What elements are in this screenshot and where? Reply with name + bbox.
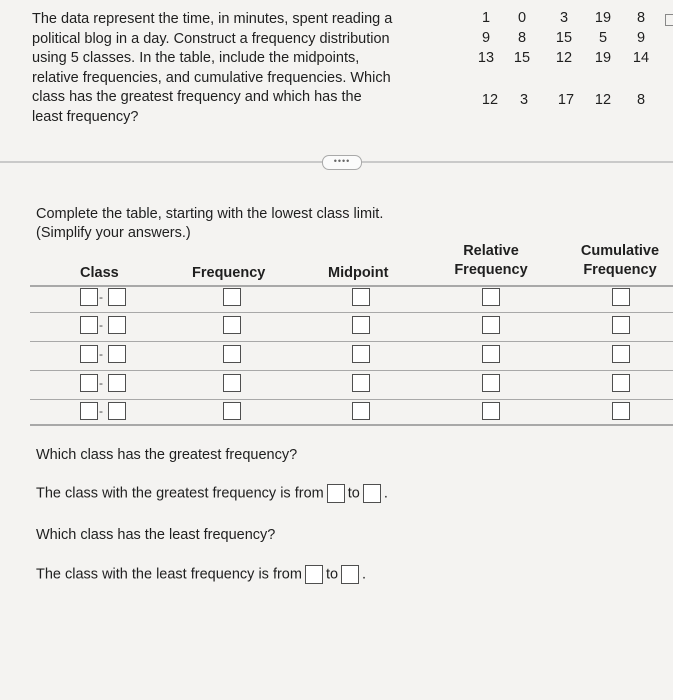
problem-line: The data represent the time, in minutes, spent reading a bbox=[32, 11, 393, 27]
data-value: 8 bbox=[636, 10, 646, 26]
frequency-input[interactable] bbox=[223, 374, 241, 392]
header-text: Frequency bbox=[454, 262, 528, 278]
problem-line: political blog in a day. Construct a frequency distribution bbox=[32, 30, 390, 47]
class-dash: - bbox=[99, 290, 103, 304]
data-row bbox=[472, 50, 672, 70]
data-value: 0 bbox=[517, 10, 527, 26]
class-upper-limit-input[interactable] bbox=[108, 288, 126, 306]
table-rule bbox=[30, 424, 673, 426]
frequency-input[interactable] bbox=[223, 345, 241, 363]
class-dash: - bbox=[99, 376, 103, 390]
midpoint-input[interactable] bbox=[352, 402, 370, 420]
answer-text: to bbox=[325, 566, 339, 583]
expand-more-button[interactable]: •••• bbox=[322, 155, 362, 170]
greatest-class-to-input[interactable] bbox=[363, 484, 381, 503]
header-class: Class bbox=[80, 265, 119, 281]
data-value: 13 bbox=[477, 50, 495, 66]
data-value: 15 bbox=[513, 50, 531, 66]
cumulative-frequency-input[interactable] bbox=[612, 288, 630, 306]
data-value: 5 bbox=[598, 30, 608, 46]
relative-frequency-input[interactable] bbox=[482, 402, 500, 420]
problem-statement bbox=[32, 10, 452, 127]
answer-text: The class with the greatest frequency is from bbox=[36, 485, 324, 502]
least-class-from-input[interactable] bbox=[305, 565, 323, 584]
data-row bbox=[472, 10, 672, 30]
data-value: 9 bbox=[636, 30, 646, 46]
problem-line: least frequency? bbox=[32, 108, 139, 125]
cumulative-frequency-input[interactable] bbox=[612, 402, 630, 420]
header-text: Frequency bbox=[583, 262, 657, 278]
data-value: 19 bbox=[594, 10, 612, 26]
class-upper-limit-input[interactable] bbox=[108, 316, 126, 334]
class-upper-limit-input[interactable] bbox=[108, 345, 126, 363]
class-upper-limit-input[interactable] bbox=[108, 374, 126, 392]
table-rule bbox=[30, 370, 673, 371]
class-lower-limit-input[interactable] bbox=[80, 402, 98, 420]
instructions bbox=[36, 205, 383, 243]
header-frequency: Frequency bbox=[192, 265, 266, 281]
data-value: 8 bbox=[517, 30, 527, 46]
data-value: 15 bbox=[555, 30, 573, 46]
frequency-input[interactable] bbox=[223, 316, 241, 334]
frequency-input[interactable] bbox=[223, 402, 241, 420]
data-value: 12 bbox=[594, 92, 612, 108]
instructions-line: (Simplify your answers.) bbox=[36, 225, 191, 241]
class-upper-limit-input[interactable] bbox=[108, 402, 126, 420]
answer-text: to bbox=[347, 485, 360, 502]
cumulative-frequency-input[interactable] bbox=[612, 374, 630, 392]
relative-frequency-input[interactable] bbox=[482, 374, 500, 392]
table-rule bbox=[30, 312, 673, 313]
data-value: 14 bbox=[632, 50, 650, 66]
class-dash: - bbox=[99, 318, 103, 332]
greatest-class-from-input[interactable] bbox=[327, 484, 345, 503]
copy-data-icon[interactable] bbox=[665, 14, 673, 26]
table-rule bbox=[30, 285, 673, 287]
least-class-to-input[interactable] bbox=[341, 565, 359, 584]
midpoint-input[interactable] bbox=[352, 288, 370, 306]
header-cumulative-frequency bbox=[572, 242, 668, 280]
class-lower-limit-input[interactable] bbox=[80, 316, 98, 334]
table-rule bbox=[30, 341, 673, 342]
problem-line: relative frequencies, and cumulative frequencies. Which bbox=[32, 69, 391, 86]
data-value: 12 bbox=[555, 50, 573, 66]
frequency-input[interactable] bbox=[223, 288, 241, 306]
midpoint-input[interactable] bbox=[352, 374, 370, 392]
question-greatest: Which class has the greatest frequency? bbox=[36, 447, 298, 463]
answer-least bbox=[36, 565, 366, 584]
problem-line: class has the greatest frequency and which has the bbox=[32, 89, 362, 105]
answer-text: . bbox=[383, 485, 388, 502]
answer-text: The class with the least frequency is from bbox=[36, 566, 302, 583]
midpoint-input[interactable] bbox=[352, 345, 370, 363]
data-value: 12 bbox=[481, 92, 499, 108]
class-dash: - bbox=[99, 404, 103, 418]
cumulative-frequency-input[interactable] bbox=[612, 316, 630, 334]
data-value: 17 bbox=[557, 92, 575, 108]
data-row bbox=[472, 92, 672, 112]
answer-greatest bbox=[36, 484, 388, 503]
relative-frequency-input[interactable] bbox=[482, 288, 500, 306]
instructions-line: Complete the table, starting with the lowest class limit. bbox=[36, 206, 384, 222]
relative-frequency-input[interactable] bbox=[482, 316, 500, 334]
class-dash: - bbox=[99, 347, 103, 361]
cumulative-frequency-input[interactable] bbox=[612, 345, 630, 363]
table-rule bbox=[30, 399, 673, 400]
data-value: 3 bbox=[559, 10, 569, 26]
header-midpoint: Midpoint bbox=[328, 265, 389, 281]
data-value: 8 bbox=[636, 92, 646, 108]
class-lower-limit-input[interactable] bbox=[80, 345, 98, 363]
header-text: Cumulative bbox=[580, 243, 660, 259]
header-text: Relative bbox=[463, 243, 519, 259]
question-least: Which class has the least frequency? bbox=[36, 527, 276, 543]
data-value: 9 bbox=[481, 30, 491, 46]
class-lower-limit-input[interactable] bbox=[80, 374, 98, 392]
problem-line: using 5 classes. In the table, include the midpoints, bbox=[32, 50, 360, 66]
data-row bbox=[472, 30, 672, 50]
header-relative-frequency bbox=[444, 242, 538, 280]
data-value: 3 bbox=[519, 92, 529, 108]
data-value: 19 bbox=[594, 50, 612, 66]
midpoint-input[interactable] bbox=[352, 316, 370, 334]
class-lower-limit-input[interactable] bbox=[80, 288, 98, 306]
answer-text: . bbox=[362, 566, 367, 583]
relative-frequency-input[interactable] bbox=[482, 345, 500, 363]
data-value: 1 bbox=[481, 10, 491, 26]
